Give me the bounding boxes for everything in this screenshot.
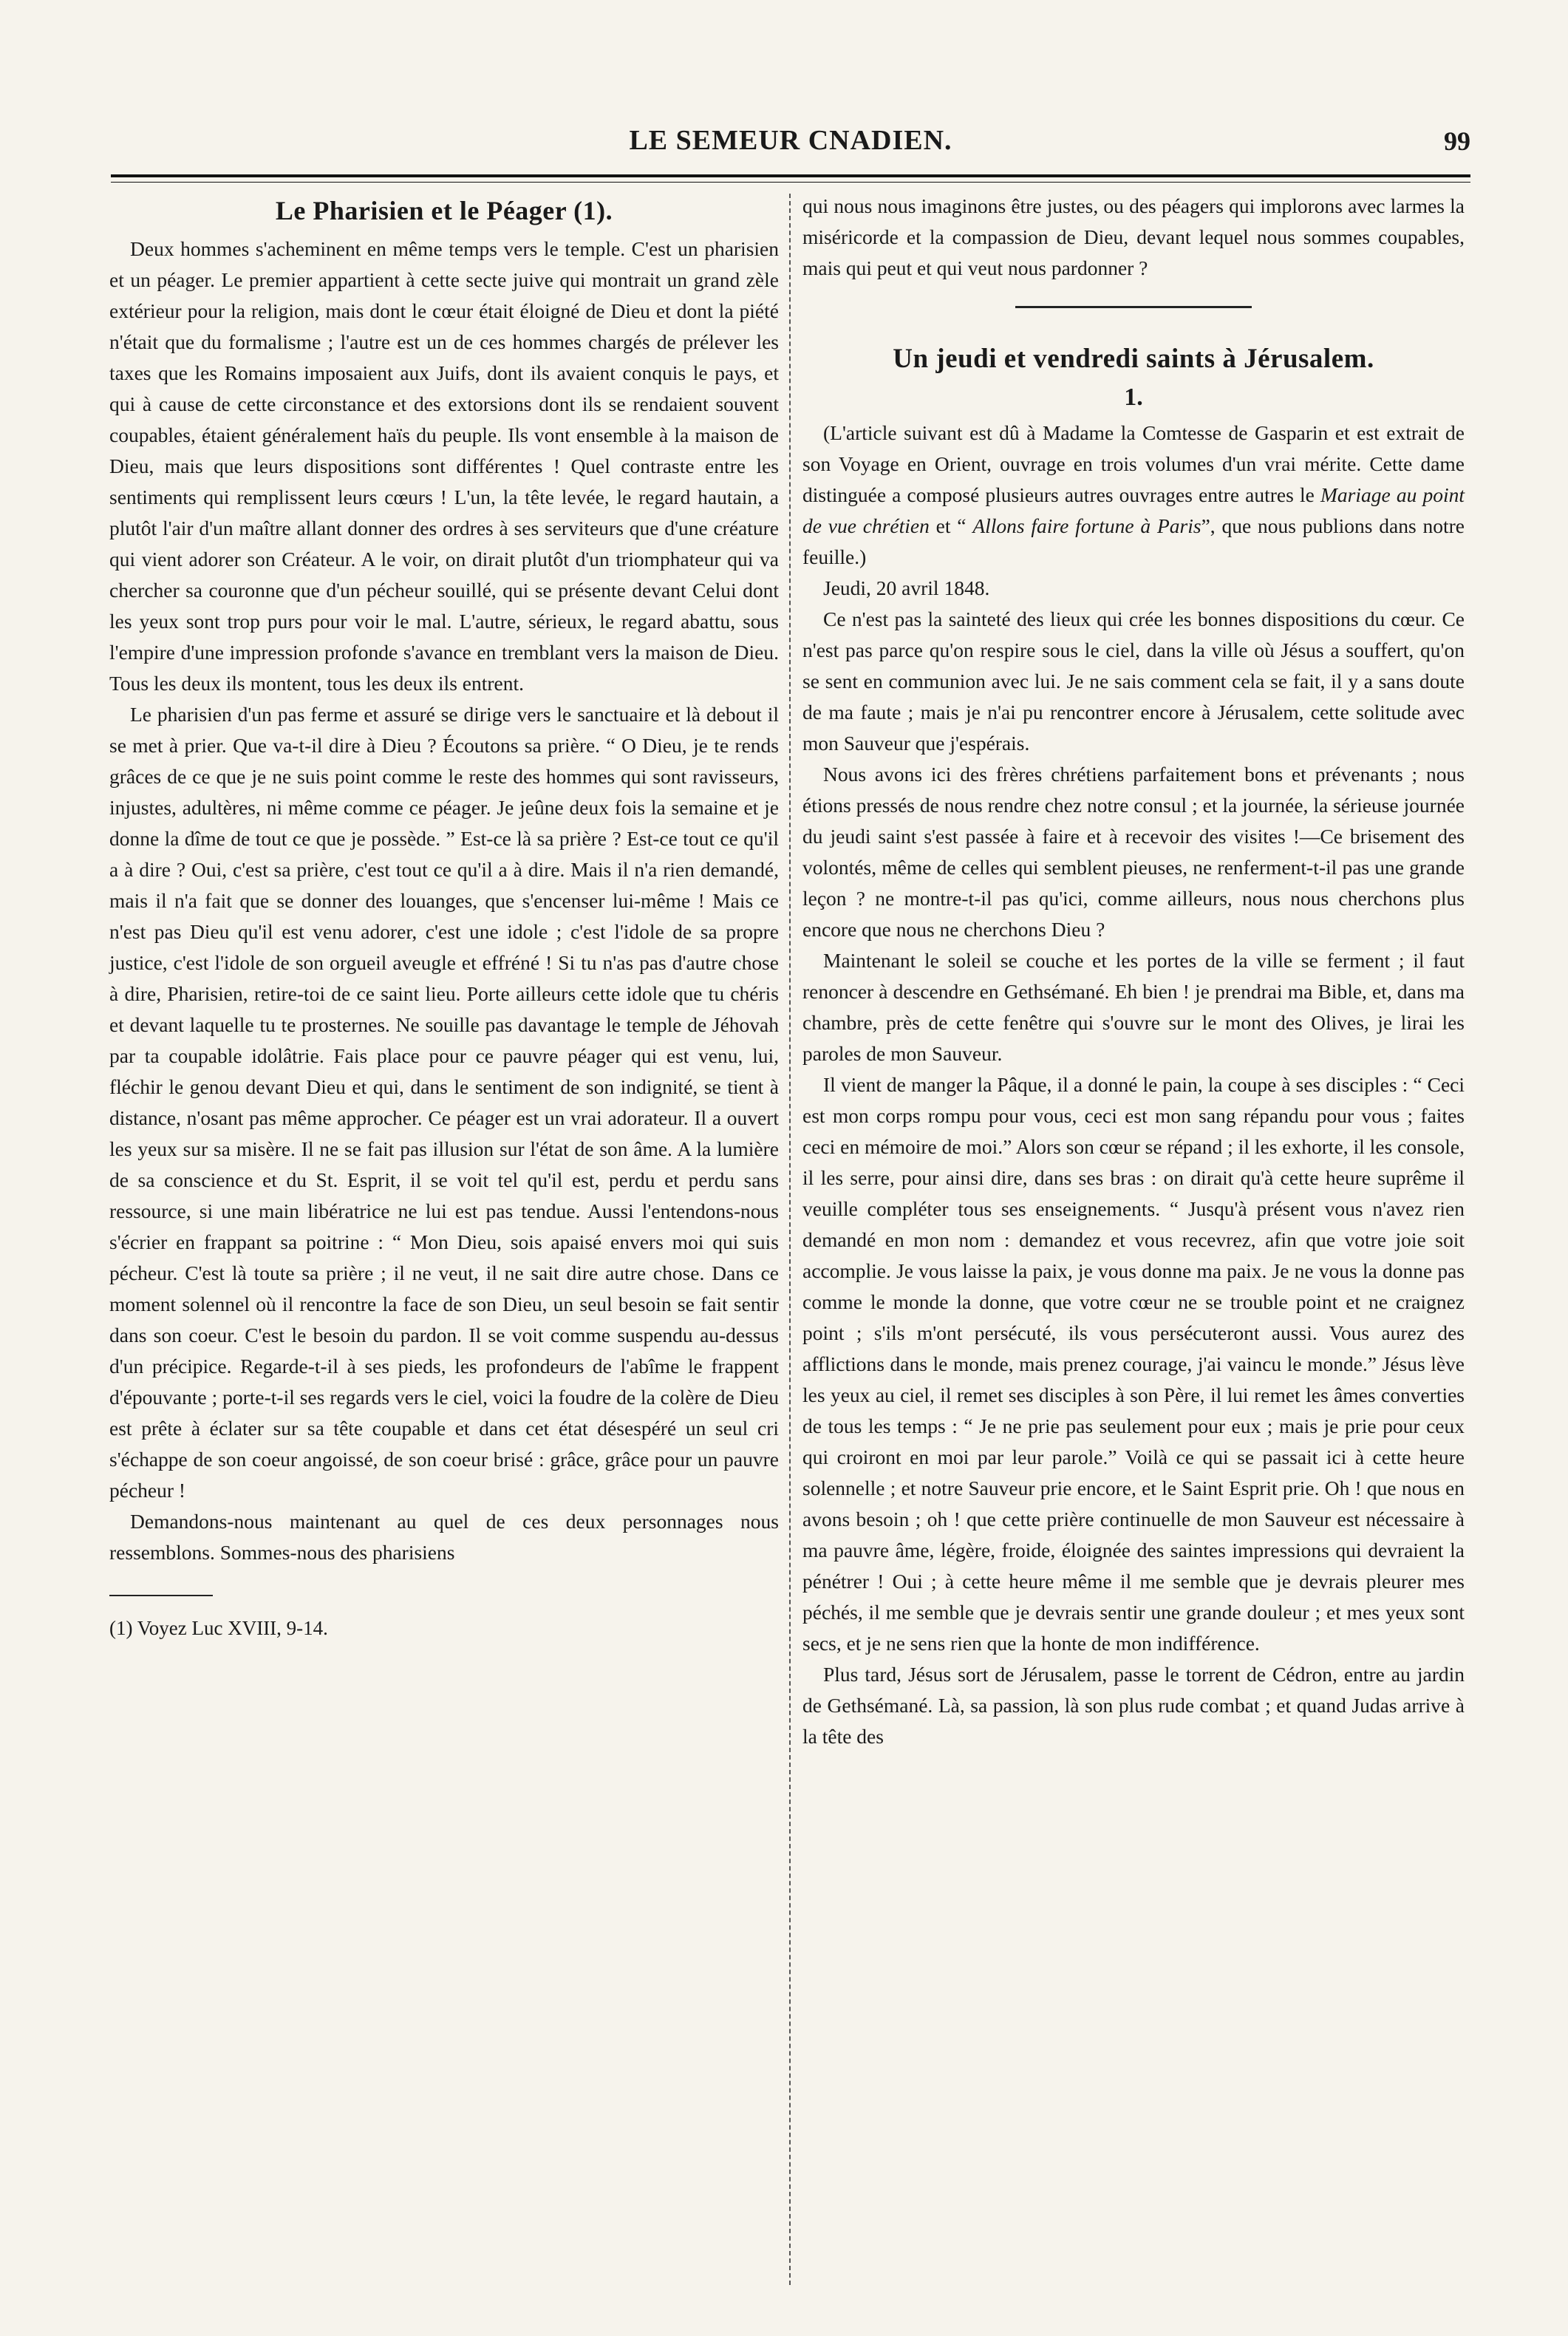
article-paragraph: Plus tard, Jésus sort de Jérusalem, passe le torrent de Cédron, entre au jardin de Gethsémané. Là, sa passion, là son plus rude combat ; et quand Judas arrive à la tête des	[802, 1663, 1465, 1748]
article-paragraph: Nous avons ici des frères chrétiens parfaitement bons et prévenants ; nous étions pressés de nous rendre chez notre consul ; et la journée, la sérieuse journée du jeudi saint s'est passée à faire et à recevoir des visites !—Ce brisement des volontés, même de celles qui semblent pieuses, ne renferment-t-il pas une grande leçon ? ne montre-t-il pas qu'ici, comme ailleurs, nous nous cherchons plus encore que nous ne cherchons Dieu ?	[802, 763, 1465, 941]
article-paragraph: Ce n'est pas la sainteté des lieux qui crée les bonnes dispositions du cœur. Ce n'est pas parce qu'on respire sous le ciel, dans la ville où Jésus a souffert, qu'on se sent en communion avec lui. Je ne sais comment cela se fait, il y a sans doute de ma faute ; mais je n'ai pu rencontrer encore à Jérusalem, cette solitude avec mon Sauveur que j'espérais.	[802, 607, 1465, 755]
footnote: (1) Voyez Luc XVIII, 9-14.	[109, 1617, 328, 1639]
footnote-rule	[109, 1595, 213, 1596]
section-rule	[1015, 306, 1252, 308]
article-intro	[802, 418, 1465, 573]
section-number: 1.	[1124, 384, 1143, 411]
article-continuation: qui nous nous imaginons être justes, ou des péagers qui implorons avec larmes la miséricorde et la compassion de Dieu, devant lequel nous sommes coupables, mais qui peut et qui veut nous pardonner ?	[802, 194, 1465, 279]
article-title-pharisien: Le Pharisien et le Péager (1).	[275, 196, 613, 225]
newspaper-title: LE SEMEUR CNADIEN.	[629, 125, 952, 156]
column-divider	[789, 194, 791, 2285]
article-paragraph: Maintenant le soleil se couche et les portes de la ville se ferment ; il faut renoncer à descendre en Gethsémané. Eh bien ! je prendrai ma Bible, et, dans ma chambre, près de cette fenêtre qui s'ouvre sur le mont des Olives, je lirai les paroles de mon Sauveur.	[802, 949, 1465, 1065]
dateline: Jeudi, 20 avril 1848.	[823, 576, 990, 599]
running-head	[111, 124, 1470, 168]
intro-book-title: Mariage au point de vue chrétien	[802, 483, 1465, 537]
right-column	[802, 191, 1465, 1752]
left-column	[109, 191, 779, 1644]
intro-book-title: Allons faire fortune à Paris	[972, 514, 1201, 537]
article-paragraph: Deux hommes s'acheminent en même temps vers le temple. C'est un pharisien et un péager. Le premier appartient à cette secte juive qui montrait un grand zèle extérieur pour la religion, mais dont le cœur était éloigné de Dieu et dont la piété n'était que du formalisme ; l'autre est un de ces hommes chargés de prélever les taxes que les Romains imposaient aux Juifs, dont ils avaient conquis le pays, et qui à cause de cette circonstance et des extorsions dont ils se rendaient souvent coupables, étaient généralement haïs du peuple. Ils vont ensemble à la maison de Dieu, mais que leurs dispositions sont différentes ! Quel contraste entre les sentiments qui remplissent leurs cœurs ! L'un, la tête levée, le regard hautain, a plutôt l'air d'un maître allant donner des ordres à ses serviteurs que d'une créature qui vient adorer son Créateur. A le voir, on dirait plutôt d'un triomphateur qui va chercher sa couronne que d'un pécheur souillé, qui se présente devant Celui dont les yeux sont trop purs pour voir le mal. L'autre, sérieux, le regard abattu, sous l'empire d'une impression profonde s'avance en tremblant vers la maison de Dieu. Tous les deux ils montent, tous les deux ils entrent.	[109, 237, 779, 695]
intro-text: ”, que nous publions dans notre feuille.)	[802, 514, 1465, 568]
article-paragraph: Il vient de manger la Pâque, il a donné le pain, la coupe à ses disciples : “ Ceci est mon corps rompu pour vous, ceci est mon sang répandu pour vous ; faites ceci en mémoire de moi.” Alors son cœur se répand ; il les exhorte, il les console, il les serre, pour ainsi dire, dans ses bras : on dirait qu'à cette heure suprême il veuille compléter tous ses enseignements. “ Jusqu'à présent vous n'avez rien demandé en mon nom : demandez et vous recevrez, afin que votre joie soit accomplie. Je vous laisse la paix, je vous donne ma paix. Je ne vous la donne pas comme le monde la donne, que votre cœur ne se trouble point et ne craignez point ; s'ils m'ont persécuté, ils vous persécuteront aussi. Vous aurez des afflictions dans le monde, mais prenez courage, j'ai vaincu le monde.” Jésus lève les yeux au ciel, il remet ses disciples à son Père, il lui remet les âmes converties de tous les temps : “ Je ne prie pas seulement pour eux ; mais je prie pour ceux qui croiront en moi par leur parole.” Voilà ce qui se passait ici à cette heure solennelle ; et notre Sauveur prie encore, et le Saint Esprit prie. Oh ! que nous en avons besoin ; oh ! que cette prière continuelle de mon Sauveur est nécessaire à ma pauvre âme, légère, froide, éloignée des saintes impressions qui devraient la pénétrer ! Oui ; à cette heure même il me semble que je devrais pleurer mes péchés, il me semble que je devrais sentir une grande douleur ; et mes yeux sont secs, et je ne sens rien que la honte de mon indifférence.	[802, 1073, 1465, 1655]
article-paragraph: Le pharisien d'un pas ferme et assuré se dirige vers le sanctuaire et là debout il se met à prier. Que va-t-il dire à Dieu ? Écoutons sa prière. “ O Dieu, je te rends grâces de ce que je ne suis point comme le reste des hommes qui sont ravisseurs, injustes, adultères, ni même comme ce péager. Je jeûne deux fois la semaine et je donne la dîme de tout ce que je possède. ” Est-ce là sa prière ? Est-ce tout ce qu'il a à dire ? Oui, c'est sa prière, c'est tout ce qu'il a à dire. Mais il n'a rien demandé, mais il n'a fait que se donner des louanges, que s'encenser lui-même ! Mais ce n'est pas Dieu qu'il est venu adorer, c'est une idole ; c'est l'idole de sa propre justice, c'est l'idole de son orgueil aveugle et effréné ! Si tu n'as pas d'autre chose à dire, Pharisien, retire-toi de ce saint lieu. Porte ailleurs cette idole que tu chéris et devant laquelle tu te prosternes. Ne souille pas davantage le temple de Jéhovah par ta coupable idolâtrie. Fais place pour ce pauvre péager qui est venu, lui, fléchir le genou devant Dieu et qui, dans le sentiment de son indignité, se tient à distance, n'osant pas même approcher. Ce péager est un vrai adorateur. Il a ouvert les yeux sur sa misère. Il ne se fait pas illusion sur l'état de son âme. A la lumière de sa conscience et du St. Esprit, il se voit tel qu'il est, perdu et perdu sans ressource, si une main libératrice ne lui est pas tendue. Aussi l'entendons-nous s'écrier en frappant sa poitrine : “ Mon Dieu, sois apaisé envers moi qui suis pécheur. C'est là toute sa prière ; il ne veut, il ne sait dire autre chose. Dans ce moment solennel où il rencontre la face de son Dieu, un seul besoin se fait sentir dans son coeur. C'est le besoin du pardon. Il se voit comme suspendu au-dessus d'un précipice. Regarde-t-il à ses pieds, les profondeurs de l'abîme le frappent d'épouvante ; porte-t-il ses regards vers le ciel, voici la foudre de la colère de Dieu est prête à éclater sur sa tête coupable et dans cet état désespéré un seul cri s'échappe de son coeur angoissé, de son coeur brisé : grâce, grâce pour un pauvre pécheur !	[109, 703, 779, 1502]
article-paragraph: Demandons-nous maintenant au quel de ces deux personnages nous ressemblons. Sommes-nous des pharisiens	[109, 1510, 779, 1564]
intro-text: (L'article suivant est dû à Madame la Comtesse de Gasparin et est extrait de son Voyage en Orient, ouvrage en trois volumes d'un vrai mérite. Cette dame distinguée a composé plusieurs autres ouvrages entre autres le	[802, 421, 1465, 506]
article-title-jerusalem: Un jeudi et vendredi saints à Jérusalem.	[893, 344, 1374, 374]
header-rule	[111, 174, 1470, 183]
intro-text: et “	[929, 514, 973, 537]
page-number: 99	[1444, 126, 1470, 156]
